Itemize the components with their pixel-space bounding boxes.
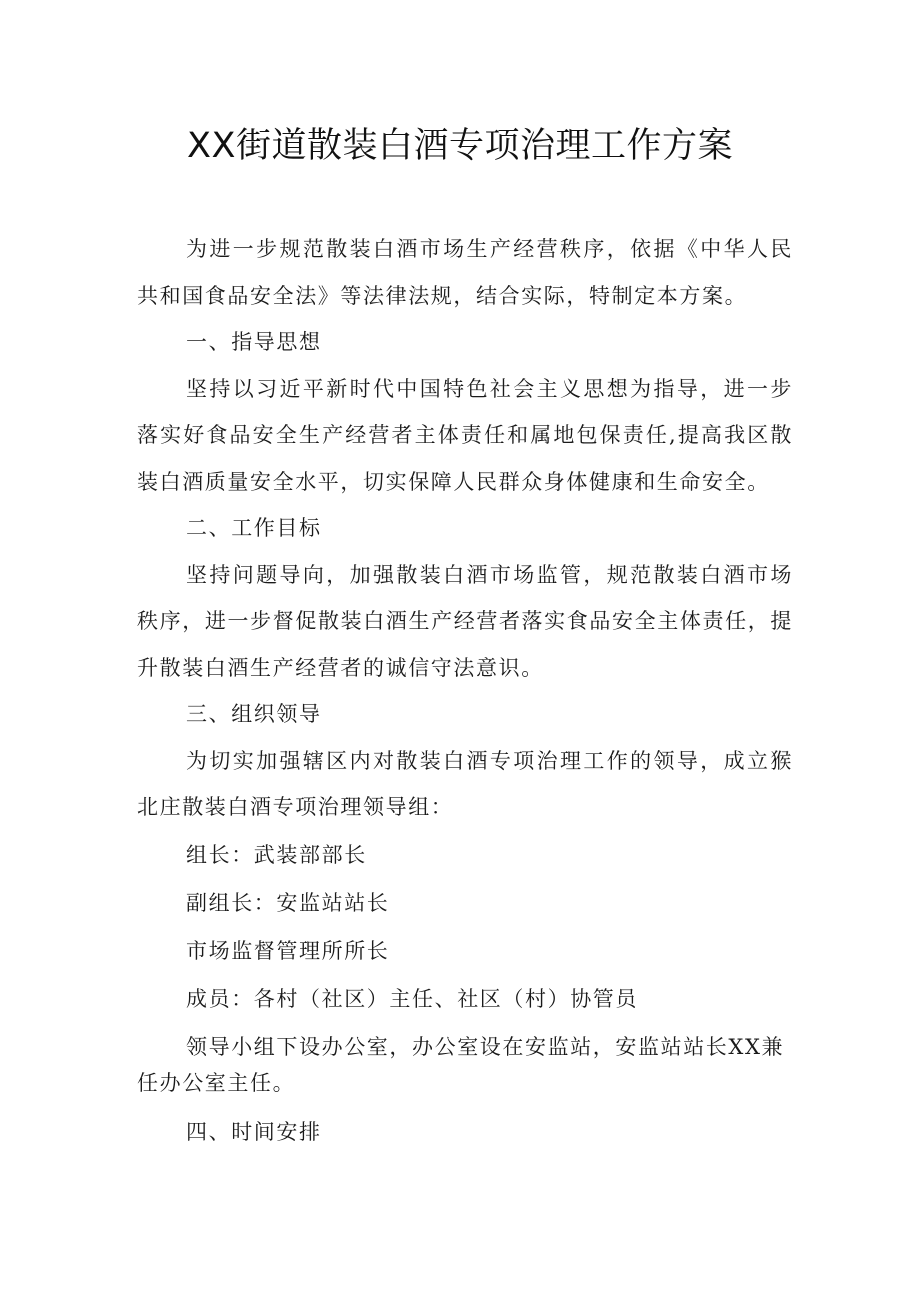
office-paragraph: 领导小组下设办公室，办公室设在安监站，安监站站长XX兼任办公室主任。 — [137, 1034, 785, 1095]
deputy-leader-line-2: 市场监督管理所所长 — [186, 938, 390, 963]
section-text-organization: 为切实加强辖区内对散装白酒专项治理工作的领导，成立猴北庄散装白酒专项治理领导组： — [137, 748, 793, 819]
deputy-leader-line: 副组长：安监站站长 — [186, 890, 390, 915]
leader-line: 组长：武装部部长 — [186, 842, 367, 867]
document-title: XX街道散装白酒专项治理工作方案 — [187, 126, 733, 166]
section-heading-work-goals: 二、工作目标 — [186, 516, 322, 540]
section-heading-organization: 三、组织领导 — [186, 702, 322, 726]
section-text-guiding-ideology: 坚持以习近平新时代中国特色社会主义思想为指导，进一步落实好食品安全生产经营者主体责任和属地包保责任,提高我区散装白酒质量安全水平，切实保障人民群众身体健康和生命安全。 — [137, 376, 793, 494]
section-text-work-goals: 坚持问题导向，加强散装白酒市场监管，规范散装白酒市场秩序，进一步督促散装白酒生产经营者落实食品安全主体责任，提升散装白酒生产经营者的诚信守法意识。 — [137, 562, 793, 680]
members-line: 成员：各村（社区）主任、社区（村）协管员 — [186, 986, 638, 1011]
document-body — [137, 226, 793, 1155]
section-heading-schedule: 四、时间安排 — [186, 1119, 322, 1144]
intro-paragraph: 为进一步规范散装白酒市场生产经营秩序，依据《中华人民共和国食品安全法》等法律法规，结合实际，特制定本方案。 — [137, 237, 793, 308]
section-heading-guiding-ideology: 一、指导思想 — [186, 330, 322, 354]
